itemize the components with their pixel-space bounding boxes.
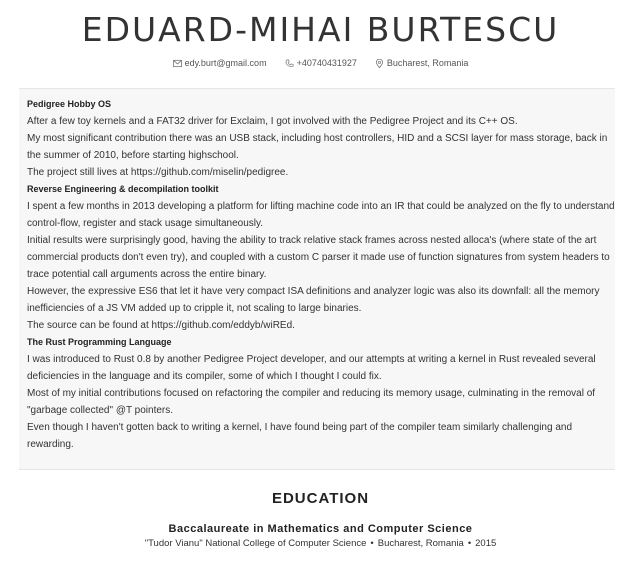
project-paragraph: My most significant contribution there was an USB stack, including host controllers, HID and a SCSI layer for mass storage, back in the summer of 2010, before starting highschool. <box>27 133 608 161</box>
project-paragraph: After a few toy kernels and a FAT32 driver for Exclaim, I got involved with the Pedigree Project and its C++ OS. <box>27 116 518 127</box>
project-paragraph: The project still lives at https://github.com/miselin/pedigree. <box>27 167 289 178</box>
project-title: Pedigree Hobby OS <box>27 99 112 109</box>
project-paragraph: Even though I haven't gotten back to writing a kernel, I have found being part of the compiler team similarly challenging and rewarding. <box>27 422 573 450</box>
school-year: 2015 <box>475 538 497 549</box>
project-reverse-engineering <box>27 181 617 334</box>
location-text: Bucharest, Romania <box>386 58 469 68</box>
school-city: Bucharest, Romania <box>377 538 464 549</box>
contact-email[interactable] <box>173 57 267 69</box>
school-name: "Tudor Vianu" National College of Computer Science <box>144 538 367 549</box>
mail-icon <box>173 59 182 68</box>
phone-text: +40740431927 <box>296 58 357 68</box>
resume-name: EDUARD-MIHAI BURTESCU <box>81 10 560 49</box>
project-rust <box>27 334 617 453</box>
degree-title: Baccalaureate in Mathematics and Computer Science <box>168 523 473 535</box>
email-text: edy.burt@gmail.com <box>184 58 267 68</box>
school-line <box>0 537 641 551</box>
education-heading: EDUCATION <box>271 490 370 507</box>
project-title: Reverse Engineering & decompilation toolkit <box>27 184 219 194</box>
project-paragraph: The source can be found at https://github.com/eddyb/wiREd. <box>27 320 295 331</box>
project-paragraph: I was introduced to Rust 0.8 by another Pedigree Project developer, and our attempts at writing a kernel in Rust revealed several deficiencies in the language and its compiler, some of which I thought I could fix. <box>27 354 596 382</box>
project-paragraph: Initial results were surprisingly good, having the ability to track relative stack frames across nested alloca's (where state of the art commercial products don't even try), and coupled with a custom C parser it made use of function signatures from system headers to trace potential call arguments across the entire binary. <box>27 235 610 280</box>
phone-icon <box>285 59 294 68</box>
separator: • <box>370 538 374 549</box>
contact-location <box>375 57 469 69</box>
map-pin-icon <box>375 59 384 68</box>
project-paragraph: I spent a few months in 2013 developing a platform for lifting machine code into an IR that could be analyzed on the fly to understand control-flow, register and stack usage simultaneously. <box>27 201 615 229</box>
contact-phone[interactable] <box>285 57 357 69</box>
project-title: The Rust Programming Language <box>27 337 172 347</box>
project-paragraph: However, the expressive ES6 that let it have very compact ISA definitions and analyzer logic was also its downfall: all the memory inefficiencies of a JS VM added up to cripple it, not scaling to large binaries. <box>27 286 600 314</box>
separator: • <box>467 538 472 549</box>
contact-bar <box>0 57 641 69</box>
project-pedigree <box>27 96 617 181</box>
projects-section <box>27 96 617 453</box>
project-paragraph: Most of my initial contributions focused on refactoring the compiler and reducing its memory usage, culminating in the removal of "garbage collected" @T pointers. <box>27 388 596 416</box>
